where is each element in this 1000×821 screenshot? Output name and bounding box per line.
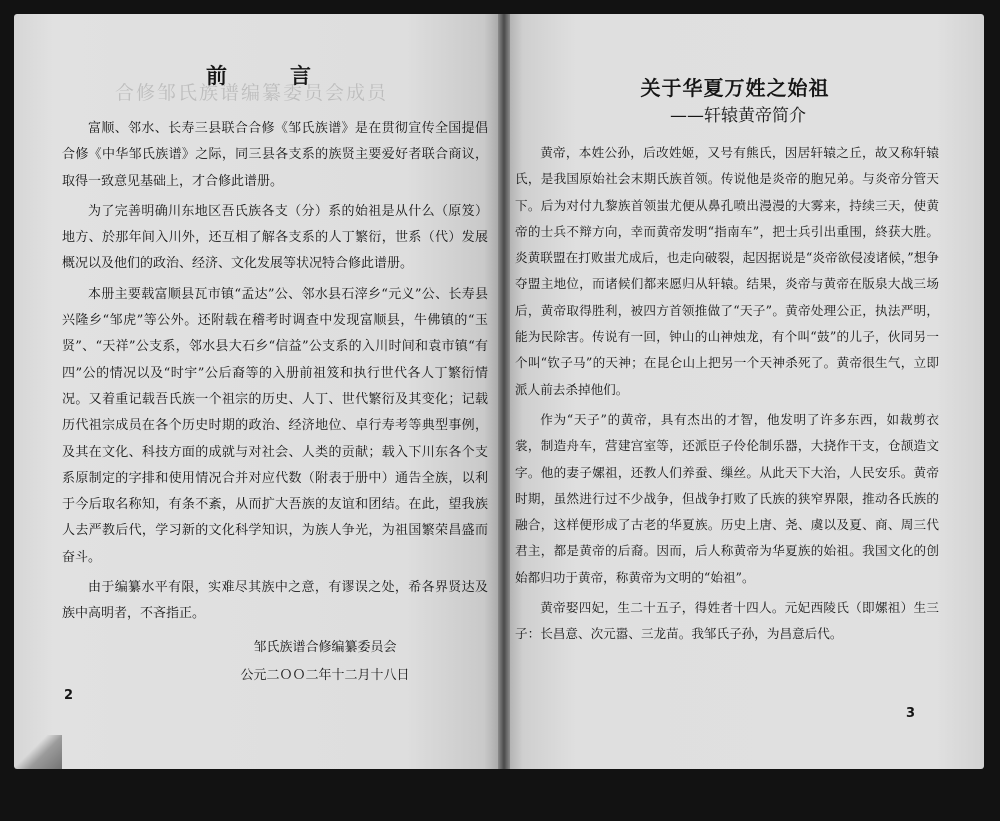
preface-title xyxy=(14,60,504,90)
article-subtitle: ——轩辕黄帝简介 xyxy=(670,106,806,126)
preface-body xyxy=(62,116,488,632)
book-gutter xyxy=(498,14,510,769)
show-through-text: 合修邹氏族谱编纂委员会成员 xyxy=(115,82,389,104)
preface-paragraph: 由于编纂水平有限，实难尽其族中之意，有谬误之处，希各界贤达及族中高明者，不吝指正。 xyxy=(62,580,488,622)
article-paragraph: 黄帝娶四妃，生二十五子，得姓者十四人。元妃西陵氏（即嫘祖）生三子：长昌意、次元嚣、三龙苗。我邹氏子孙，为昌意后代。 xyxy=(515,600,939,642)
article-paragraph: 黄帝，本姓公孙，后改姓姬，又号有熊氏，因居轩辕之丘，故又称轩辕氏，是我国原始社会末期氏族首领。传说他是炎帝的胞兄弟。与炎帝分管天下。后为对付九黎族首领蚩尤便从鼻孔喷出漫漫的大雾来，持续三天，使黄帝的士兵不辩方向，幸而黄帝发明“指南车”，把士兵引出重围，終获大胜。炎黄联盟在打败蚩尤成后，也走向破裂，起因据说是“炎帝欲侵凌诸候，”想争夺盟主地位，而诸候们都来愿归从轩辕。结果，炎帝与黄帝在版泉大战三场后，黄帝取得胜利，被四方首领推做了“天子”。黄帝处理公正，执法严明，能为民除害。传说有一回，钟山的山神烛龙，有个叫“鼓”的儿子，伙同另一个叫“钦子马”的天神；在昆仑山上把另一个天神杀死了。黄帝很生气，立即派人前去杀掉他们。 xyxy=(515,145,939,397)
page-number-left: 2 xyxy=(64,688,74,703)
page-corner-stain xyxy=(14,735,62,769)
preface-paragraph: 本册主要载富顺县瓦市镇“孟达”公、邻水县石滓乡“元义”公、长寿县兴隆乡“邹虎”等公外。还附载在稽考时调查中发现富顺县，牛佛镇的“玉贤”、“天祥”公支系，邻水县大石乡“信益”公支系的入川时间和袁市镇“有四”公的情况以及“时宇”公后裔等的入册前祖笈和执行世代各人丁繁衍情况。又着重记载吾氏族一个祖宗的历史、人丁、世代繁衍及其变化；记载历代祖宗成员在各个历史时期的政治、经济地位、卓行寿考等典型事例，及其在文化、科技方面的成就与对社会、人类的贡献；载入下川东各个支系原制定的字排和使用情况合并对应代数（附表于册中）通告全族，以利于今后取名称知，有条不紊，从而扩大吾族的友谊和团结。在此，望我族人去严教后代，学习新的文化科学知识，为族人争光，为祖国繁荣昌盛而奋斗。 xyxy=(62,286,488,565)
article-title: 关于华夏万姓之始祖 xyxy=(640,76,830,100)
preface-signature: 邹氏族谱合修编纂委员会 xyxy=(253,640,397,655)
preface-title-part2: 言 xyxy=(290,64,312,88)
preface-paragraph: 富顺、邻水、长寿三县联合合修《邹氏族谱》是在贯彻宣传全国提倡合修《中华邹氏族谱》之际，同三县各支系的族贤主要爱好者联合商议，取得一致意见基础上，才合修此谱册。 xyxy=(62,121,488,189)
preface-title-part1: 前 xyxy=(206,64,228,88)
page-number-right: 3 xyxy=(906,706,916,721)
article-paragraph: 作为“天子”的黄帝，具有杰出的才智，他发明了许多东西，如裁剪衣裳，制造舟车，营建宫室等，还派臣子伶伦制乐器，大挠作干支，仓颉造文字。他的妻子嫘祖，还教人们养蚕、缫丝。从此天下大治，人民安乐。黄帝时期，虽然进行过不少战争，但战争打败了氏族的狭窄界限，推动各氏族的融合，这样便形成了古老的华夏族。历史上唐、尧、虞以及夏、商、周三代君主，都是黄帝的后裔。因而，后人称黄帝为华夏族的始祖。我国文化的创始都归功于黄帝，称黄帝为文明的“始祖”。 xyxy=(515,411,939,585)
preface-paragraph: 为了完善明确川东地区吾氏族各支（分）系的始祖是从什么（原笈）地方、於那年间入川外，还互相了解各支系的人丁繁衍，世系（代）发展概况以及他们的政治、经济、文化发展等状况特合修此谱册。 xyxy=(62,203,488,272)
preface-date: 公元二ＯＯ二年十二月十八日 xyxy=(240,668,410,683)
article-body xyxy=(515,140,939,652)
